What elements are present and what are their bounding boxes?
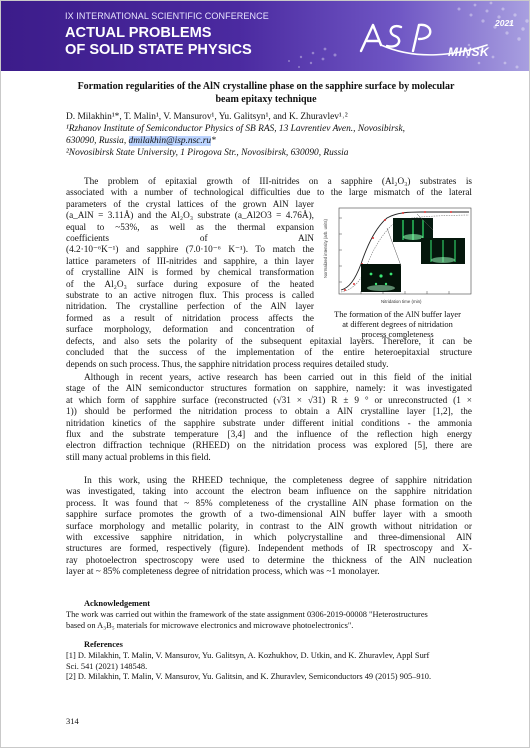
paper-title-line1: Formation regularities of the AlN crystalline phase on the sapphire surface by molecular	[77, 81, 455, 92]
reference-line: Sci. 541 (2021) 148548.	[66, 661, 148, 671]
text-line: equal to ~53%, as well as the thermal expansion	[66, 222, 314, 233]
affiliation-2: ²Novosibirsk State University, 1 Pirogova Str., Novosibirsk, 630090, Russia	[66, 148, 349, 158]
paper-title	[60, 81, 472, 106]
text-line: substrate to an active nitrogen flux. This process is called	[66, 291, 314, 302]
corresponding-mark: *	[211, 136, 216, 146]
text-line: formed as a result of nitridation process affects the	[66, 313, 314, 324]
text-line: layer at ~ 85% completeness degree of nitridation process, which was ~1 monolayer.	[66, 567, 380, 578]
text-line: structures are formed, respectively (figure). Independent methods of IR spectroscopy and X-	[66, 544, 472, 555]
conference-title-line1: ACTUAL PROBLEMS	[65, 25, 212, 41]
page-number: 314	[66, 716, 79, 726]
figure-caption-line2: at different degrees of nitridation	[342, 320, 453, 329]
rheed-pattern-3	[361, 264, 401, 292]
text-line: (a_AlN = 3.11Å) and the Al₂O₃ substrate (a_Al2O3 = 4.76Å),	[66, 211, 314, 222]
text-line: surface morphology, deformation and concentration of	[66, 325, 314, 336]
text-line: defects, and also sets the polarity of the subsequent epitaxial layers. Therefore, it can be	[66, 336, 472, 347]
text-line: associated with a number of technological difficulties due to the large mismatch of the lateral	[66, 188, 472, 199]
x-axis-label: Nitridation time (min)	[381, 299, 422, 304]
text-line: depends on such process. Thus, the sapphire nitridation process requires detailed study.	[66, 359, 389, 370]
logo-city: MINSK	[448, 45, 490, 59]
conference-banner	[1, 1, 529, 71]
reference-line: [2] D. Milakhin, T. Malin, V. Mansurov, Yu. Galitsin, and K. Zhuravlev, Semiconductors 49 (2015) 905–910.	[66, 672, 432, 681]
conference-name: IX INTERNATIONAL SCIENTIFIC CONFERENCE	[65, 11, 269, 21]
text-line: (4.2·10⁻⁶K⁻¹) and sapphire (7.0·10⁻⁶ K⁻¹). To match the	[66, 245, 314, 256]
text-line: nitridation. The crystalline perfection of the AlN layer	[66, 302, 314, 313]
conference-title	[65, 25, 252, 59]
text-line: lattice parameters of III-nitrides and sapphire, a thin layer	[66, 256, 314, 267]
acknowledgement-text	[66, 610, 472, 631]
logo-year: 2021	[495, 18, 514, 28]
figure-caption	[321, 310, 474, 340]
text-line: at which form of sapphire surface (reconstructed (√31 × √31) R ± 9 ° or unreconstructed (1 ×	[66, 395, 472, 406]
author-block	[66, 111, 476, 159]
author-list: D. Milakhin¹*, T. Malin¹, V. Mansurov¹, Yu. Galitsyn¹, and K. Zhuravlev¹˒²	[66, 112, 348, 122]
reference-line: [1] D. Milakhin, T. Malin, V. Mansurov, Yu. Galitsyn, A. Kozhukhov, D. Utkin, and K. Zhuravlev, Appl Surf	[66, 651, 430, 660]
text-line: with excessive sapphire nitridation, in which polycrystalline and three-dimensional AlN	[66, 533, 472, 544]
conference-title-line2: OF SOLID STATE PHYSICS	[65, 42, 252, 58]
text-line: was investigated, taking into account the electron beam influence on the sapphire nitridation	[66, 487, 472, 498]
text-line: process. It was found that ~ 85% completeness of the crystalline AlN phase formation on the	[66, 498, 472, 509]
affiliation-1-line2	[66, 135, 476, 147]
rheed-figure	[321, 204, 474, 310]
text-line: The problem of epitaxial growth of III-nitrides on a sapphire (Al₂O₃) substrates is	[84, 177, 472, 187]
text-line: flux and the substrate temperature [3,4] and the influence of the reflection high energy	[66, 430, 472, 441]
text-line: sapphire surface promotes the growth of a two-dimensional AlN buffer layer with a smooth	[66, 510, 472, 521]
references-heading: References	[84, 640, 123, 649]
acknowledgement-heading: Acknowledgement	[84, 599, 151, 608]
text-line: concluded that the success of the implementation of the entire heteroepitaxial structure	[66, 348, 472, 359]
text-line: 1)) should be performed the nitridation process to obtain a AlN crystalline layer [1,2], the	[66, 407, 472, 418]
references-list	[66, 651, 472, 683]
text-line: still many actual problems in this field.	[66, 452, 211, 463]
text-line: parameters of the crystal lattices of the grown AlN layer	[66, 199, 314, 210]
author-email-link[interactable]: dmilakhin@isp.nsc.ru	[128, 136, 212, 146]
body-paragraph-3	[66, 476, 472, 579]
text-line: stage of the AlN semiconductor structures formation on sapphire, namely: it was investigated	[66, 384, 472, 395]
acknowledgement-line2: based on A₃B₅ materials for microwave electronics and microwave photoelectronics".	[66, 620, 354, 630]
figure-caption-line1: The formation of the AlN buffer layer	[334, 310, 461, 319]
paper-title-line2: beam epitaxy technique	[215, 93, 317, 105]
text-line: of the Al₂O₃ surface during exposure of the heated	[66, 279, 314, 290]
figure-caption-line3: process completeness	[361, 330, 434, 339]
acknowledgement-line1: The work was carried out within the framework of the state assignment 0306-2019-00008 "Heterostructures	[66, 610, 428, 619]
text-line: coefficients of AlN	[66, 234, 314, 245]
affiliation-1-line1: ¹Rzhanov Institute of Semiconductor Physics of SB RAS, 13 Lavrentiev Aven., Novosibirsk,	[66, 124, 405, 134]
text-line: In this work, using the RHEED technique, the completeness degree of sapphire nitridation	[84, 476, 472, 486]
text-line: ray photoelectron spectroscopy were used to determine the thickness of the AlN nucleation	[66, 555, 472, 566]
text-line: Although in recent years, active research has been carried out in this field of the initial	[84, 373, 472, 383]
rheed-pattern-2	[421, 238, 465, 264]
y-axis-label: Normalized intensity (arb. units)	[323, 219, 328, 278]
text-line: nitridation kinetics of the sapphire substrate under different initial conditions - the ammonia	[66, 418, 472, 429]
text-line: surface morphology and metallic polarity, in contrast to the AlN growth without nitridation or	[66, 521, 472, 532]
affiliation-1-city: 630090, Russia,	[66, 136, 129, 146]
text-line: electron diffraction technique (RHEED) on the nitridation process was explored [5], there are	[66, 441, 472, 452]
body-paragraph-2	[66, 373, 472, 464]
text-line: of crystalline AlN is formed by chemical transformation	[66, 268, 314, 279]
